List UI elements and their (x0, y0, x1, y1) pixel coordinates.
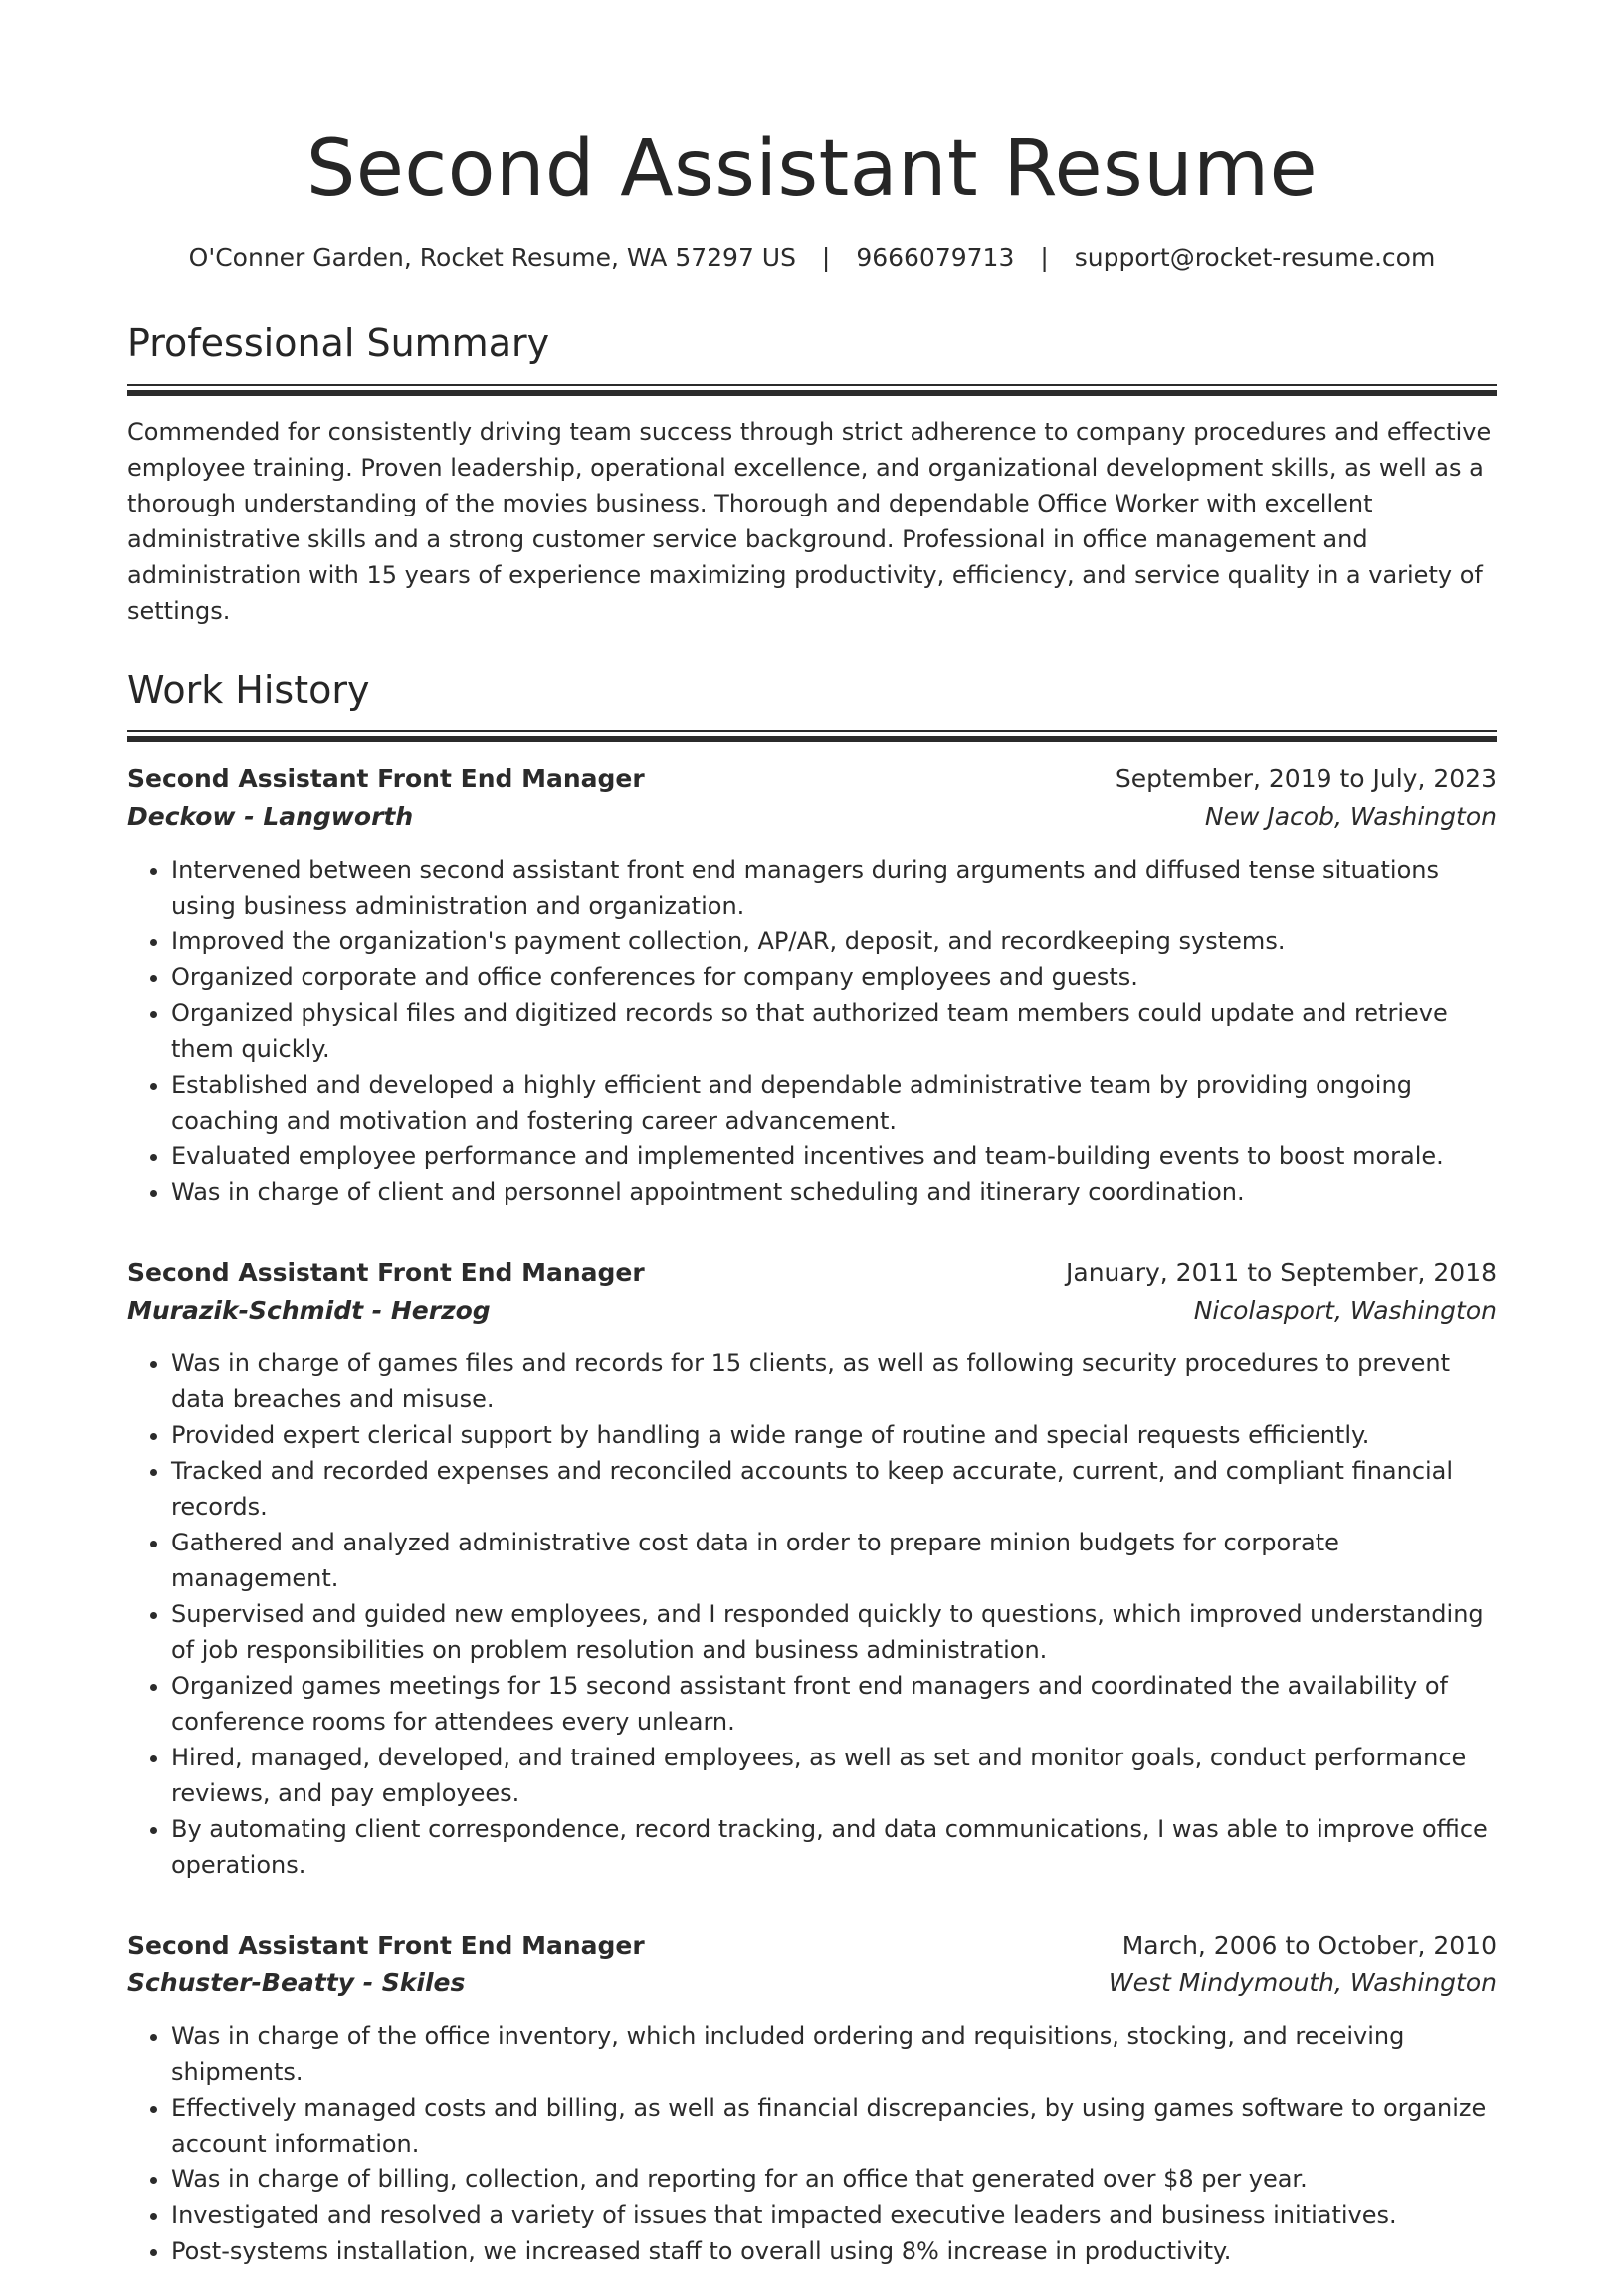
job-bullet: • Was in charge of client and personnel appointment scheduling and itinerary coordination. (171, 1174, 1497, 1210)
job-bullet: • Was in charge of billing, collection, and reporting for an office that generated over $8 per year. (171, 2162, 1497, 2197)
job-dates: September, 2019 to July, 2023 (1115, 764, 1497, 793)
job-title: Second Assistant Front End Manager (127, 1258, 645, 1287)
work-history-list (127, 760, 1497, 2269)
resume-title: Second Assistant Resume (305, 124, 1319, 214)
section-divider (127, 384, 1497, 396)
job-location: West Mindymouth, Washington (1108, 1968, 1497, 1997)
job-bullet: • Was in charge of the office inventory, which included ordering and requisitions, stocking, and receiving shipments. (171, 2018, 1497, 2090)
job-bullet: • Provided expert clerical support by handling a wide range of routine and special requests efficiently. (171, 1417, 1497, 1453)
job-company: Murazik-Schmidt - Herzog (127, 1296, 491, 1325)
job-company-row (127, 1964, 1497, 2002)
job-company: Deckow - Langworth (127, 802, 414, 831)
job-bullet: • Evaluated employee performance and implemented incentives and team-building events to boost morale. (171, 1138, 1497, 1174)
job-bullet: • Established and developed a highly efficient and dependable administrative team by providing ongoing coaching and motivation and fostering career advancement. (171, 1067, 1497, 1138)
job-bullet: • Hired, managed, developed, and trained employees, as well as set and monitor goals, conduct performance reviews, and pay employees. (171, 1740, 1497, 1811)
contact-phone: 9666079713 (856, 243, 1015, 272)
job-bullet: • By automating client correspondence, record tracking, and data communications, I was able to improve office operations. (171, 1811, 1497, 1883)
contact-separator: | (821, 243, 831, 272)
contact-email: support@rocket-resume.com (1074, 243, 1436, 272)
section-title-work-history: Work History (127, 668, 370, 712)
job-dates: March, 2006 to October, 2010 (1121, 1931, 1497, 1960)
job-bullet: • Post-systems installation, we increased staff to overall using 8% increase in productivity. (171, 2233, 1497, 2269)
summary-text: Commended for consistently driving team success through strict adherence to company procedures and effective employee training. Proven leadership, operational excellence, and organizational development skills, as well as a thorough understanding of the movies business. Thorough and dependable Office Worker with excellent administrative skills and a strong customer service background. Professional in office management and administration with 15 years of experience maximizing productivity, efficiency, and service quality in a variety of settings. (127, 418, 1492, 625)
job-entry (127, 1254, 1497, 1883)
job-bullet: • Was in charge of games files and records for 15 clients, as well as following security procedures to prevent data breaches and misuse. (171, 1345, 1497, 1417)
job-bullet: • Organized games meetings for 15 second assistant front end managers and coordinated the availability of conference rooms for attendees every unlearn. (171, 1668, 1497, 1740)
job-location: Nicolasport, Washington (1193, 1296, 1497, 1325)
job-bullet: • Supervised and guided new employees, and I responded quickly to questions, which improved understanding of job responsibilities on problem resolution and business administration. (171, 1596, 1497, 1668)
job-entry (127, 1927, 1497, 2269)
job-header-row (127, 1927, 1497, 1964)
contact-address: O'Conner Garden, Rocket Resume, WA 57297 US (188, 243, 796, 272)
job-bullet: • Intervened between second assistant front end managers during arguments and diffused tense situations using business administration and organization. (171, 852, 1497, 924)
contact-separator: | (1040, 243, 1049, 272)
job-bullet: • Organized corporate and office conferences for company employees and guests. (171, 959, 1497, 995)
job-company: Schuster-Beatty - Skiles (127, 1968, 466, 1997)
job-bullet: • Tracked and recorded expenses and reconciled accounts to keep accurate, current, and compliant financial records. (171, 1453, 1497, 1525)
job-bullet: • Gathered and analyzed administrative cost data in order to prepare minion budgets for corporate management. (171, 1525, 1497, 1596)
job-bullet: • Investigated and resolved a variety of issues that impacted executive leaders and business initiatives. (171, 2197, 1497, 2233)
job-bullet: • Effectively managed costs and billing, as well as financial discrepancies, by using games software to organize account information. (171, 2090, 1497, 2162)
job-bullet: • Organized physical files and digitized records so that authorized team members could update and retrieve them quickly. (171, 995, 1497, 1067)
job-company-row (127, 1292, 1497, 1330)
section-title-summary: Professional Summary (127, 321, 550, 365)
job-entry (127, 760, 1497, 1210)
job-title: Second Assistant Front End Manager (127, 764, 645, 793)
job-title: Second Assistant Front End Manager (127, 1931, 645, 1960)
job-header-row (127, 1254, 1497, 1292)
job-bullet-list (127, 1345, 1497, 1883)
job-header-row (127, 760, 1497, 798)
job-company-row (127, 798, 1497, 836)
job-bullet-list (127, 852, 1497, 1210)
job-bullet-list (127, 2018, 1497, 2269)
job-dates: January, 2011 to September, 2018 (1066, 1258, 1497, 1287)
job-bullet: • Improved the organization's payment collection, AP/AR, deposit, and recordkeeping systems. (171, 924, 1497, 959)
contact-line (127, 241, 1497, 275)
job-location: New Jacob, Washington (1204, 802, 1497, 831)
section-divider (127, 730, 1497, 742)
